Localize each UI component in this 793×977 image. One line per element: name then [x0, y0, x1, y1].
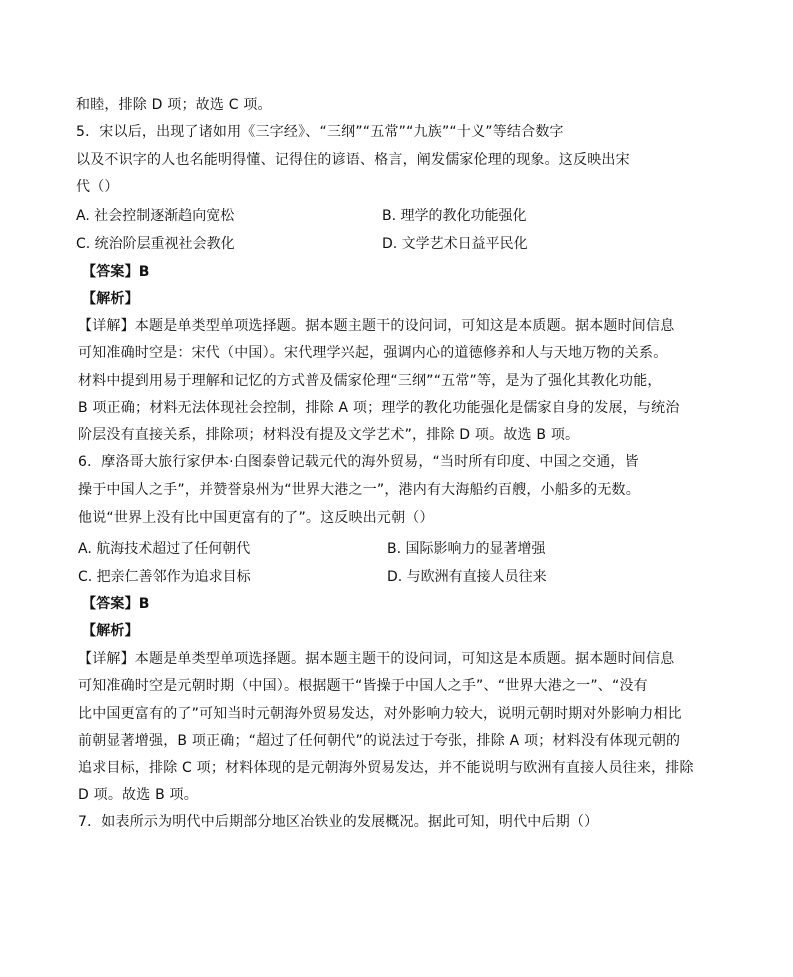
q4-tail-text: 和睦，排除 D 项；故选 C 项。 — [76, 97, 272, 113]
q5-stem-line-1: 5．宋以后，出现了诸如用《三字经》、“三纲”“五常”“九族”“十义”等结合数字 — [76, 124, 564, 140]
q6-option-b: B. 国际影响力的显著增强 — [387, 541, 546, 557]
q6-stem-line-2: 操于中国人之手”，并赞誉泉州为“世界大港之一”，港内有大海船约百艘，小船多的无数。 — [78, 482, 640, 498]
q6-option-d: D. 与欧洲有直接人员往来 — [387, 569, 547, 585]
q6-stem-line-1: 6．摩洛哥大旅行家伊本·白图泰曾记载元代的海外贸易，“当时所有印度、中国之交通，皆 — [78, 454, 639, 470]
q6-detail-line-2: 可知准确时空是元朝时期（中国）。根据题干“皆操于中国人之手”、“世界大港之一”、“没有 — [78, 678, 648, 694]
q5-detail-line-3: 材料中提到用易于理解和记忆的方式普及儒家伦理“三纲”“五常”等，是为了强化其教化功能， — [78, 373, 662, 389]
q6-analysis-label: 【解析】 — [82, 623, 139, 639]
q5-option-d: D. 文学艺术日益平民化 — [382, 236, 528, 252]
q5-stem-line-2: 以及不识字的人也名能明得懂、记得住的谚语、格言，阐发儒家伦理的现象。这反映出宋 — [76, 152, 630, 168]
q5-option-c: C. 统治阶层重视社会教化 — [76, 236, 235, 252]
q5-option-b: B. 理学的教化功能强化 — [382, 208, 527, 224]
q5-answer: 【答案】B — [82, 264, 150, 280]
q5-detail-line-4: B 项正确；材料无法体现社会控制，排除 A 项；理学的教化功能强化是儒家自身的发展，与统治 — [78, 400, 680, 416]
q6-detail-line-3: 比中国更富有的了”可知当时元朝海外贸易发达，对外影响力较大，说明元朝时期对外影响力相比 — [78, 706, 682, 722]
q6-detail-line-4: 前朝显著增强，B 项正确；“超过了任何朝代”的说法过于夸张，排除 A 项；材料没有体现元朝的 — [78, 733, 681, 749]
q5-detail-line-5: 阶层没有直接关系，排除项；材料没有提及文学艺术”，排除 D 项。故选 B 项。 — [78, 427, 580, 443]
q6-detail-line-6: D 项。故选 B 项。 — [78, 787, 198, 803]
q6-option-c: C. 把亲仁善邻作为追求目标 — [78, 569, 251, 585]
q5-detail-line-2: 可知准确时空是：宋代（中国）。宋代理学兴起，强调内心的道德修养和人与天地万物的关系。 — [78, 345, 668, 361]
q6-stem-line-3: 他说“世界上没有比中国更富有的了”。这反映出元朝（） — [78, 510, 434, 526]
q6-detail-line-5: 追求目标，排除 C 项；材料体现的是元朝海外贸易发达，并不能说明与欧洲有直接人员往来，排除 — [78, 760, 694, 776]
q5-option-a: A. 社会控制逐渐趋向宽松 — [76, 208, 235, 224]
q5-stem-line-3: 代（） — [76, 179, 119, 195]
q6-detail-line-1: 【详解】本题是单类型单项选择题。据本题主题干的设问词，可知这是本质题。据本题时间信息 — [78, 651, 675, 667]
q7-stem-line-1: 7．如表所示为明代中后期部分地区冶铁业的发展概况。据此可知，明代中后期（） — [78, 814, 599, 830]
q6-answer: 【答案】B — [82, 596, 150, 612]
q5-analysis-label: 【解析】 — [82, 291, 139, 307]
q5-detail-line-1: 【详解】本题是单类型单项选择题。据本题主题干的设问词，可知这是本质题。据本题时间信息 — [78, 318, 675, 334]
q6-option-a: A. 航海技术超过了任何朝代 — [78, 541, 251, 557]
